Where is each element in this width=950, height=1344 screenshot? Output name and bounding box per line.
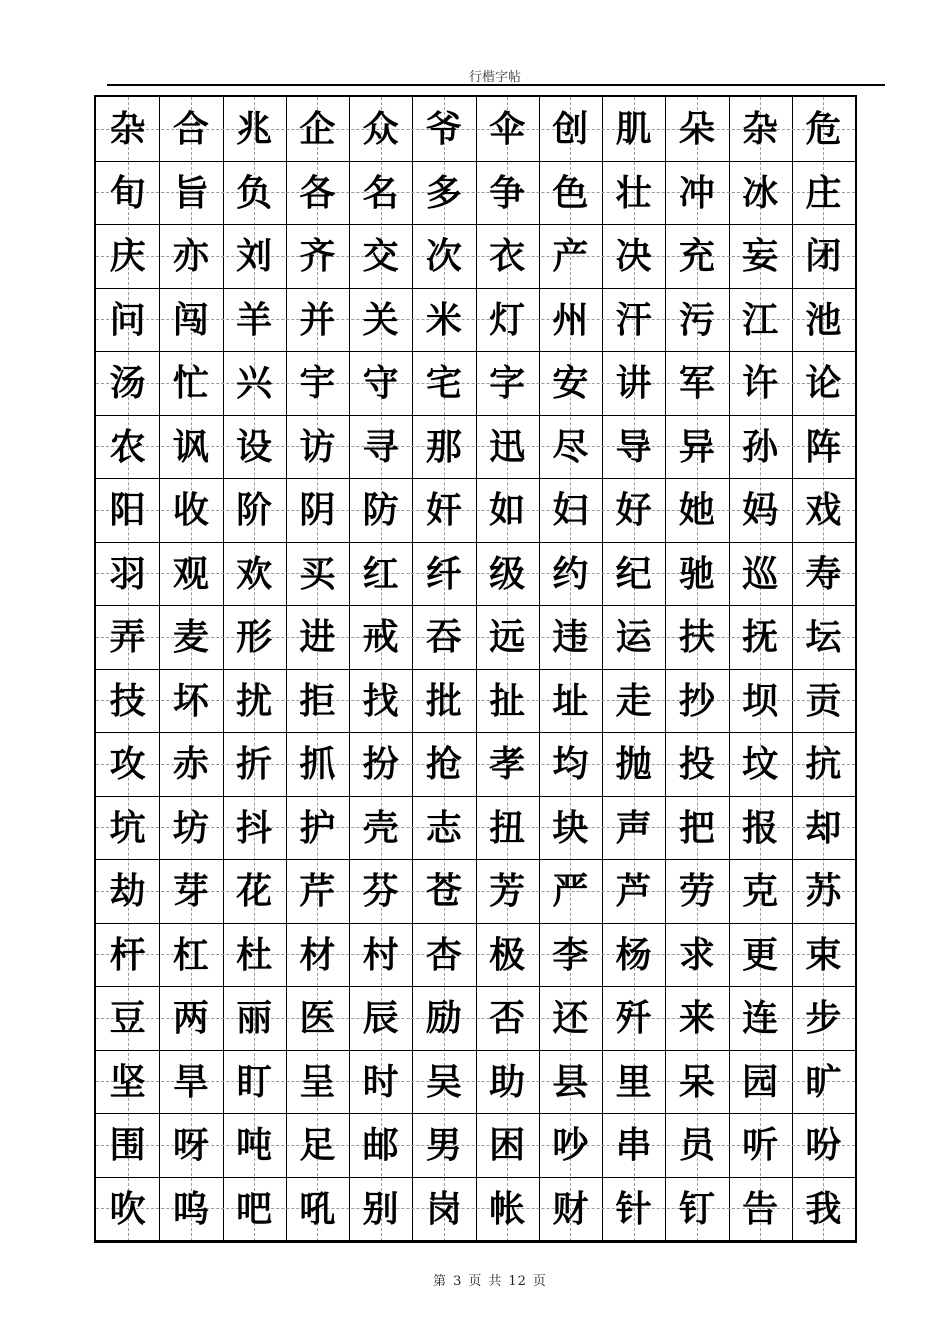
character-glyph: 妈 [742,489,779,531]
footer-total-pages: 12 [508,1274,527,1289]
character-glyph: 冰 [742,171,779,214]
character-glyph: 里 [615,1060,652,1103]
character-glyph: 多 [425,171,462,214]
character-glyph: 交 [362,235,399,277]
character-glyph: 产 [552,235,589,277]
grid-row-line [96,415,855,416]
character-glyph: 呆 [678,1060,715,1103]
character-glyph: 闭 [805,235,842,277]
character-glyph: 址 [552,679,589,722]
character-glyph: 麦 [172,616,209,658]
character-glyph: 阳 [109,489,146,531]
character-glyph: 爷 [425,108,462,150]
grid-row-line [96,986,855,987]
character-glyph: 坝 [742,679,779,722]
grid-row-line [96,669,855,670]
character-glyph: 冲 [678,171,715,214]
character-glyph: 并 [299,298,336,341]
character-glyph: 合 [172,108,209,150]
character-glyph: 旨 [172,171,209,214]
character-glyph: 负 [236,171,273,214]
character-glyph: 安 [552,362,589,404]
grid-row-line [96,1050,855,1051]
character-glyph: 男 [425,1124,462,1166]
character-glyph: 决 [615,235,652,277]
character-glyph: 贡 [805,679,842,722]
character-glyph: 那 [425,425,462,468]
character-glyph: 求 [678,933,715,976]
character-glyph: 扭 [489,806,526,849]
character-glyph: 批 [425,679,462,722]
character-glyph: 收 [172,489,209,531]
character-glyph: 危 [805,108,842,150]
character-glyph: 劫 [109,870,146,912]
character-glyph: 设 [236,425,273,468]
character-glyph: 弄 [109,616,146,658]
character-glyph: 找 [362,679,399,722]
character-glyph: 创 [552,108,589,150]
character-glyph: 芬 [362,870,399,912]
character-glyph: 园 [742,1060,779,1103]
character-glyph: 扮 [362,743,399,785]
character-glyph: 帐 [489,1187,526,1230]
grid-row-line [96,923,855,924]
grid-row-line [96,1113,855,1114]
character-glyph: 兴 [236,362,273,404]
character-glyph: 坛 [805,616,842,658]
character-glyph: 庆 [109,235,146,277]
character-glyph: 围 [109,1124,146,1166]
character-glyph: 戒 [362,616,399,658]
character-glyph: 劳 [678,870,715,912]
character-glyph: 衣 [489,235,526,277]
character-glyph: 吼 [299,1187,336,1230]
grid-row-line [96,478,855,479]
character-glyph: 攻 [109,743,146,785]
character-glyph: 连 [742,997,779,1039]
character-glyph: 李 [552,933,589,976]
character-glyph: 辰 [362,997,399,1039]
character-glyph: 坟 [742,743,779,785]
character-glyph: 亦 [172,235,209,277]
character-glyph: 红 [362,552,399,595]
character-glyph: 企 [299,108,336,150]
copybook-grid [94,95,857,1243]
character-glyph: 吹 [109,1187,146,1230]
character-glyph: 岗 [425,1187,462,1230]
character-glyph: 块 [552,806,589,849]
character-glyph: 苏 [805,870,842,912]
character-glyph: 买 [299,552,336,595]
character-glyph: 县 [552,1060,589,1103]
character-glyph: 杆 [109,933,146,976]
character-glyph: 旬 [109,171,146,214]
grid-row-line [96,351,855,352]
character-glyph: 芽 [172,870,209,912]
character-glyph: 迅 [489,425,526,468]
character-glyph: 坑 [109,806,146,849]
character-glyph: 级 [489,552,526,595]
character-glyph: 兆 [236,108,273,150]
character-glyph: 纤 [425,552,462,595]
character-glyph: 苍 [425,870,462,912]
character-glyph: 投 [678,743,715,785]
grid-row-line [96,796,855,797]
footer-page-number: 3 [453,1274,463,1289]
character-glyph: 束 [805,933,842,976]
character-glyph: 赤 [172,743,209,785]
character-glyph: 别 [362,1187,399,1230]
character-glyph: 宇 [299,362,336,404]
character-glyph: 拒 [299,679,336,722]
character-glyph: 呜 [172,1187,209,1230]
character-glyph: 如 [489,489,526,531]
grid-row-line [96,1240,855,1241]
character-glyph: 驰 [678,552,715,595]
character-glyph: 池 [805,298,842,341]
character-glyph: 伞 [489,108,526,150]
character-glyph: 均 [552,743,589,785]
character-glyph: 壳 [362,806,399,849]
character-glyph: 吩 [805,1124,842,1166]
character-glyph: 米 [425,298,462,341]
character-glyph: 钉 [678,1187,715,1230]
character-glyph: 异 [678,425,715,468]
character-glyph: 形 [236,616,273,658]
character-glyph: 旱 [172,1060,209,1103]
character-glyph: 污 [678,298,715,341]
character-glyph: 名 [362,171,399,214]
character-glyph: 寻 [362,425,399,468]
character-glyph: 关 [362,298,399,341]
character-glyph: 护 [299,806,336,849]
character-glyph: 材 [299,933,336,976]
character-glyph: 把 [678,806,715,849]
grid-row-line [96,224,855,225]
character-glyph: 坊 [172,806,209,849]
character-glyph: 走 [615,679,652,722]
character-glyph: 严 [552,870,589,912]
character-glyph: 肌 [615,108,652,150]
character-glyph: 杏 [425,933,462,976]
character-glyph: 坚 [109,1060,146,1103]
character-glyph: 针 [615,1187,652,1230]
character-glyph: 灯 [489,298,526,341]
character-glyph: 呀 [172,1124,209,1166]
character-glyph: 守 [362,362,399,404]
character-glyph: 杜 [236,933,273,976]
character-glyph: 戏 [805,489,842,531]
grid-row-line [96,288,855,289]
character-glyph: 扯 [489,679,526,722]
character-glyph: 呈 [299,1060,336,1103]
character-glyph: 各 [299,171,336,214]
character-glyph: 远 [489,616,526,658]
character-glyph: 问 [109,298,146,341]
character-glyph: 观 [172,552,209,595]
character-glyph: 访 [299,425,336,468]
character-glyph: 阴 [299,489,336,531]
character-glyph: 歼 [615,997,652,1039]
character-glyph: 许 [742,362,779,404]
character-glyph: 巡 [742,552,779,595]
character-glyph: 军 [678,362,715,404]
character-glyph: 否 [489,997,526,1039]
character-glyph: 齐 [299,235,336,277]
header-rule [107,84,885,86]
footer-page-unit: 页 [468,1274,483,1289]
character-glyph: 刘 [236,235,273,277]
footer-total-prefix: 共 [488,1274,503,1289]
character-glyph: 吵 [552,1124,589,1166]
character-glyph: 豆 [109,997,146,1039]
character-glyph: 步 [805,997,842,1039]
character-glyph: 壮 [615,171,652,214]
character-glyph: 阵 [805,425,842,468]
character-glyph: 足 [299,1124,336,1166]
character-glyph: 羊 [236,298,273,341]
character-glyph: 极 [489,933,526,976]
character-glyph: 助 [489,1060,526,1103]
character-glyph: 吞 [425,616,462,658]
character-glyph: 花 [236,870,273,912]
character-glyph: 违 [552,616,589,658]
character-glyph: 我 [805,1187,842,1230]
character-glyph: 还 [552,997,589,1039]
grid-row-line [96,1177,855,1178]
character-glyph: 却 [805,806,842,849]
grid-row-line [96,859,855,860]
character-glyph: 串 [615,1124,652,1166]
character-glyph: 杂 [109,108,146,150]
character-glyph: 孝 [489,743,526,785]
character-glyph: 时 [362,1060,399,1103]
character-glyph: 芦 [615,870,652,912]
character-glyph: 克 [742,870,779,912]
character-glyph: 抓 [299,743,336,785]
character-glyph: 报 [742,806,779,849]
character-glyph: 芳 [489,870,526,912]
character-glyph: 江 [742,298,779,341]
character-glyph: 争 [489,171,526,214]
character-glyph: 宅 [425,362,462,404]
footer-prefix: 第 [433,1274,448,1289]
character-glyph: 寿 [805,552,842,595]
character-glyph: 色 [552,171,589,214]
character-glyph: 奸 [425,489,462,531]
character-glyph: 抢 [425,743,462,785]
character-glyph: 约 [552,552,589,595]
grid-row-line [96,732,855,733]
character-glyph: 运 [615,616,652,658]
character-glyph: 农 [109,425,146,468]
character-glyph: 闯 [172,298,209,341]
grid-row-line [96,605,855,606]
character-glyph: 讽 [172,425,209,468]
character-glyph: 杨 [615,933,652,976]
character-glyph: 声 [615,806,652,849]
character-glyph: 汤 [109,362,146,404]
character-glyph: 次 [425,235,462,277]
character-glyph: 更 [742,933,779,976]
character-glyph: 进 [299,616,336,658]
character-glyph: 朵 [678,108,715,150]
character-glyph: 志 [425,806,462,849]
grid-row-line [96,161,855,162]
character-glyph: 扰 [236,679,273,722]
page-header-title: 行楷字帖 [468,70,521,85]
character-glyph: 忙 [172,362,209,404]
character-glyph: 困 [489,1124,526,1166]
character-glyph: 吧 [236,1187,273,1230]
character-glyph: 庄 [805,171,842,214]
character-glyph: 励 [425,997,462,1039]
character-glyph: 她 [678,489,715,531]
character-glyph: 充 [678,235,715,277]
character-glyph: 抛 [615,743,652,785]
character-glyph: 抚 [742,616,779,658]
character-glyph: 州 [552,298,589,341]
character-glyph: 两 [172,997,209,1039]
character-glyph: 告 [742,1187,779,1230]
character-glyph: 孙 [742,425,779,468]
character-glyph: 盯 [236,1060,273,1103]
character-glyph: 丽 [236,997,273,1039]
character-glyph: 好 [615,489,652,531]
character-glyph: 听 [742,1124,779,1166]
character-glyph: 医 [299,997,336,1039]
character-glyph: 员 [678,1124,715,1166]
character-glyph: 妄 [742,235,779,277]
character-glyph: 旷 [805,1060,842,1103]
character-glyph: 折 [236,743,273,785]
character-glyph: 羽 [109,552,146,595]
character-glyph: 技 [109,679,146,722]
character-glyph: 村 [362,933,399,976]
character-glyph: 尽 [552,425,589,468]
character-glyph: 纪 [615,552,652,595]
page-footer [0,1270,950,1289]
character-glyph: 邮 [362,1124,399,1166]
character-glyph: 扶 [678,616,715,658]
character-glyph: 讲 [615,362,652,404]
character-glyph: 字 [489,362,526,404]
character-glyph: 欢 [236,552,273,595]
character-glyph: 来 [678,997,715,1039]
character-glyph: 芹 [299,870,336,912]
footer-total-unit: 页 [532,1274,547,1289]
character-glyph: 杂 [742,108,779,150]
character-glyph: 汗 [615,298,652,341]
character-glyph: 坏 [172,679,209,722]
character-glyph: 论 [805,362,842,404]
character-glyph: 防 [362,489,399,531]
character-glyph: 吨 [236,1124,273,1166]
character-glyph: 导 [615,425,652,468]
character-glyph: 抄 [678,679,715,722]
character-glyph: 抖 [236,806,273,849]
character-glyph: 阶 [236,489,273,531]
grid-row-line [96,542,855,543]
character-glyph: 杠 [172,933,209,976]
character-glyph: 财 [552,1187,589,1230]
character-glyph: 抗 [805,743,842,785]
character-glyph: 吴 [425,1060,462,1103]
character-glyph: 妇 [552,489,589,531]
character-glyph: 众 [362,108,399,150]
